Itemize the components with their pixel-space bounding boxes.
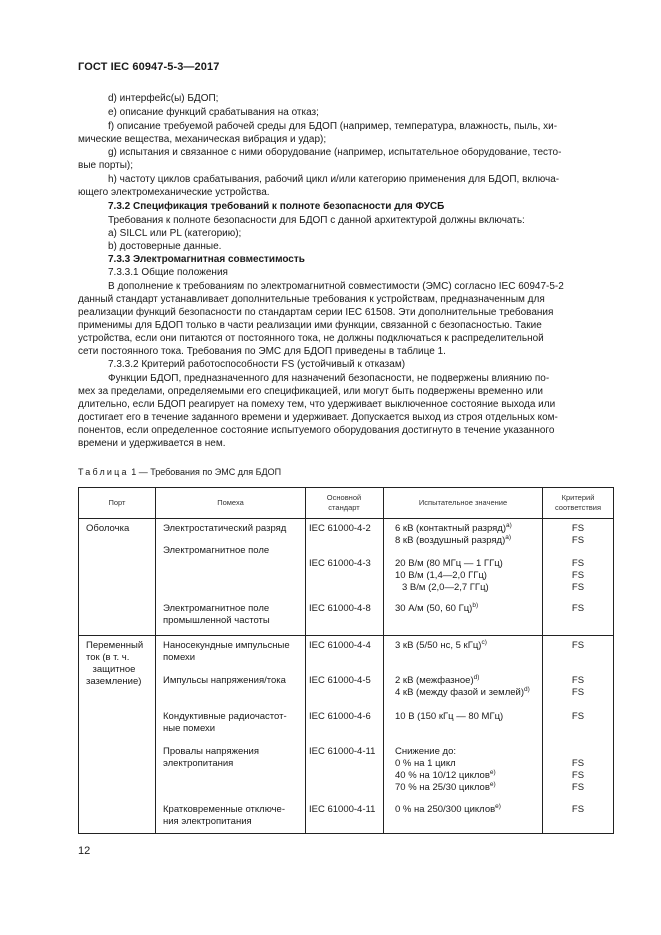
table-cell-disturbance: Электростатический разряд [163, 523, 287, 534]
table-cell-standard: IEC 61000-4-2 [309, 523, 371, 534]
table-cell-value: 6 кВ (контактный разряд)$^{a)}$ [395, 521, 512, 534]
table-cell-disturbance: промышленной частоты [163, 615, 270, 626]
table-cell-criterion: FS [571, 675, 585, 686]
table-cell-disturbance: электропитания [163, 758, 234, 769]
table-cell-value: 10 В (150 кГц — 80 МГц) [395, 711, 504, 722]
table-cell-disturbance: Кондуктивные радиочастот- [163, 711, 287, 722]
table-header-criterion: Критерий соответствия [554, 493, 602, 512]
table-cell-port: Переменный [86, 640, 144, 651]
list-item-g-cont: вые порты); [78, 160, 134, 171]
list-item-b: b) достоверные данные. [108, 241, 222, 252]
list-item-d: d) интерфейс(ы) БДОП; [108, 93, 219, 104]
paragraph-line: данный стандарт устанавливает дополнительные требования к устройствам, предназначенным для [78, 294, 545, 305]
table-cell-value: 40 % на 10/12 циклов$^{e)}$ [395, 768, 496, 781]
paragraph-line: реализации функций безопасности по стандартам серии IEC 61508. Эти дополнительные требования [78, 307, 554, 318]
table-cell-value: 10 В/м (1,4—2,0 ГГц) [395, 570, 487, 581]
table-cell-value: 70 % на 25/30 циклов$^{e)}$ [395, 780, 496, 793]
table-header-disturbance: Помеха [217, 498, 244, 507]
table-cell-criterion: FS [571, 770, 585, 781]
paragraph-line: мех за пределами, определяемыми его спецификацией, или могут быть подвержены временно или [78, 386, 544, 397]
table-header-test-value: Испытательное значение [418, 498, 508, 507]
table-cell-value: 0 % на 1 цикл [395, 758, 456, 769]
table-cell-disturbance: Наносекундные импульсные [163, 640, 290, 651]
table-caption-prefix: Таблица [78, 467, 129, 477]
table-cell-criterion: FS [571, 804, 585, 815]
table-cell-value: 0 % на 250/300 циклов$^{e)}$ [395, 802, 501, 815]
table-cell-value: 4 кВ (между фазой и землей)$^{d)}$ [395, 685, 530, 698]
table-cell-value: 3 кВ (5/50 нс, 5 кГц)$^{c)}$ [395, 638, 487, 651]
paragraph-line: Требования к полноте безопасности для БДОП с данной архитектурой должны включать: [108, 215, 525, 226]
table-cell-criterion: FS [571, 570, 585, 581]
table-cell-disturbance: Кратковременные отключе- [163, 804, 286, 815]
table-cell-disturbance: ния электропитания [163, 816, 252, 827]
section-heading-7-3-2: 7.3.2 Спецификация требований к полноте безопасности для ФУСБ [108, 201, 445, 212]
page-number: 12 [78, 845, 91, 857]
table-cell-criterion: FS [571, 640, 585, 651]
table-cell-disturbance: Электромагнитное поле [163, 603, 270, 614]
table-cell-criterion: FS [571, 782, 585, 793]
list-item-h-cont: ющего электромеханические устройства. [78, 187, 270, 198]
table-cell-standard: IEC 61000-4-6 [309, 711, 371, 722]
table-cell-criterion: FS [571, 535, 585, 546]
table-cell-criterion: FS [571, 523, 585, 534]
table-cell-standard: IEC 61000-4-3 [309, 558, 371, 569]
table-cell-standard: IEC 61000-4-11 [309, 804, 376, 815]
table-cell-port: ток (в т. ч. [86, 652, 130, 663]
list-item-h: h) частоту циклов срабатывания, рабочий цикл и/или категорию применения для БДОП, включа- [108, 174, 560, 185]
list-item-e: e) описание функций срабатывания на отказ; [108, 107, 319, 118]
list-item-g: g) испытания и связанное с ними оборудование (например, испытательное оборудование, тесто- [108, 147, 562, 158]
table-cell-port: Оболочка [86, 523, 130, 534]
paragraph-line: понентов, если определенное состояние испытуемого оборудования достигнуто в течение указанного [78, 425, 555, 436]
paragraph-line: сети постоянного тока. Требования по ЭМС для БДОП приведены в таблице 1. [78, 346, 446, 357]
table-cell-port: защитное [92, 664, 136, 675]
table-cell-criterion: FS [571, 711, 585, 722]
document-header: ГОСТ IEC 60947-5-3—2017 [78, 61, 220, 73]
section-heading-7-3-3-1: 7.3.3.1 Общие положения [108, 267, 228, 278]
table-cell-value: 20 В/м (80 МГц — 1 ГГц) [395, 558, 503, 569]
table-cell-value: 3 В/м (2,0—2,7 ГГц) [402, 582, 489, 593]
table-cell-value: 2 кВ (межфазное)$^{d)}$ [395, 673, 480, 686]
emc-requirements-table [78, 487, 614, 834]
table-cell-standard: IEC 61000-4-4 [309, 640, 371, 651]
list-item-f-cont: мические вещества, механическая вибрация и удар); [78, 134, 327, 145]
list-item-f: f) описание требуемой рабочей среды для БДОП (например, температура, влажность, пыль, хи- [108, 121, 558, 132]
table-caption-text: 1 — Требования по ЭМС для БДОП [131, 467, 282, 477]
paragraph-line: достигает его в течение заданного времени и удерживает. Допускается выход из строя отдельных ком- [78, 412, 558, 423]
list-item-a: a) SILCL или PL (категорию); [108, 228, 242, 239]
table-cell-standard: IEC 61000-4-8 [309, 603, 371, 614]
table-cell-standard: IEC 61000-4-11 [309, 746, 376, 757]
paragraph-line: времени и удерживается в нем. [78, 438, 226, 449]
table-cell-value: Снижение до: [395, 746, 456, 757]
table-cell-criterion: FS [571, 758, 585, 769]
paragraph-line: устройства, если они питаются от постоянного тока, не должны подключаться к распределительной [78, 333, 544, 344]
table-cell-criterion: FS [571, 687, 585, 698]
table-cell-disturbance: ные помехи [163, 723, 216, 734]
table-cell-disturbance: Электромагнитное поле [163, 545, 270, 556]
paragraph-line: Функции БДОП, предназначенного для назначений безопасности, не подвержены влиянию по- [108, 373, 550, 384]
section-heading-7-3-3: 7.3.3 Электромагнитная совместимость [108, 254, 305, 265]
table-cell-criterion: FS [571, 603, 585, 614]
table-cell-disturbance: Провалы напряжения [163, 746, 259, 757]
table-caption [78, 467, 281, 478]
table-cell-disturbance: помехи [163, 652, 196, 663]
table-cell-disturbance: Импульсы напряжения/тока [163, 675, 286, 686]
paragraph-line: длительно, если БДОП реагирует на помеху тем, что удерживает выключенное состояние выхода или [78, 399, 556, 410]
paragraph-line: применимы для БДОП только в части реализации ими функции, связанной с безопасностью. Такие [78, 320, 542, 331]
paragraph-line: В дополнение к требованиям по электромагнитной совместимости (ЭМС) согласно IEC 60947-5-2 [108, 281, 564, 292]
table-header-standard: Основной стандарт [326, 493, 362, 512]
table-cell-value: 30 А/м (50, 60 Гц)$^{b)}$ [395, 601, 479, 614]
table-cell-criterion: FS [571, 582, 585, 593]
table-header-port: Порт [108, 498, 126, 507]
table-cell-criterion: FS [571, 558, 585, 569]
section-heading-7-3-3-2: 7.3.3.2 Критерий работоспособности FS (устойчивый к отказам) [108, 359, 406, 370]
table-cell-value: 8 кВ (воздушный разряд)$^{a)}$ [395, 533, 512, 546]
table-cell-standard: IEC 61000-4-5 [309, 675, 371, 686]
table-cell-port: заземление) [86, 676, 142, 687]
